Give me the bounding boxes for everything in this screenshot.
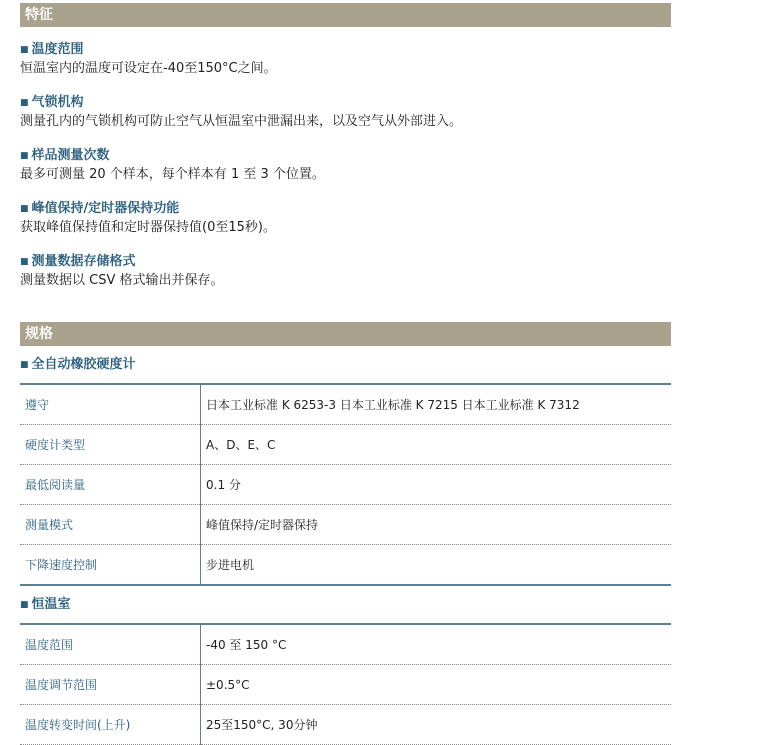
square-bullet-icon: ■	[20, 98, 29, 108]
specs-section-header: 规格	[20, 322, 671, 346]
spec-label: 硬度计类型	[20, 425, 201, 465]
feature-description: 恒温室内的温度可设定在-40至150°C之间。	[20, 61, 277, 76]
table-row	[20, 425, 671, 465]
square-bullet-icon: ■	[20, 360, 29, 370]
spec-group-title: ■ 全自动橡胶硬度计	[20, 346, 671, 385]
spec-value: ±0.5°C	[201, 665, 672, 705]
spec-table-chamber	[20, 625, 671, 745]
table-row	[20, 545, 671, 586]
feature-item	[20, 41, 671, 78]
square-bullet-icon: ■	[20, 600, 29, 610]
square-bullet-icon: ■	[20, 204, 29, 214]
feature-title: ■ 峰值保持/定时器保持功能	[20, 201, 180, 216]
spec-label: 测量模式	[20, 505, 201, 545]
page-content	[20, 0, 671, 745]
square-bullet-icon: ■	[20, 257, 29, 267]
square-bullet-icon: ■	[20, 45, 29, 55]
table-row	[20, 465, 671, 505]
table-row	[20, 505, 671, 545]
spec-label: 温度转变时间(上升)	[20, 705, 201, 745]
spec-group-title: ■ 恒温室	[20, 586, 671, 625]
feature-title: ■ 温度范围	[20, 42, 84, 57]
table-row	[20, 385, 671, 425]
spec-value: 步进电机	[201, 545, 672, 586]
spec-value: 日本工业标准 K 6253-3 日本工业标准 K 7215 日本工业标准 K 7312	[201, 385, 672, 425]
feature-title: ■ 气锁机构	[20, 95, 84, 110]
spec-label: 最低阅读量	[20, 465, 201, 505]
feature-title: ■ 样品测量次数	[20, 148, 110, 163]
feature-description: 获取峰值保持值和定时器保持值(0至15秒)。	[20, 220, 276, 235]
spec-table-hardness-tester	[20, 385, 671, 586]
table-row	[20, 705, 671, 745]
feature-item	[20, 253, 671, 290]
table-row	[20, 665, 671, 705]
feature-description: 最多可测量 20 个样本，每个样本有 1 至 3 个位置。	[20, 167, 325, 182]
spec-label: 下降速度控制	[20, 545, 201, 586]
feature-description: 测量孔内的气锁机构可防止空气从恒温室中泄漏出来，以及空气从外部进入。	[20, 114, 463, 129]
features-section-header: 特征	[20, 3, 671, 27]
feature-item	[20, 94, 671, 131]
feature-description: 测量数据以 CSV 格式输出并保存。	[20, 273, 224, 288]
spec-label: 遵守	[20, 385, 201, 425]
feature-item	[20, 200, 671, 237]
spec-value: -40 至 150 °C	[201, 625, 672, 665]
spec-label: 温度范围	[20, 625, 201, 665]
feature-title: ■ 测量数据存储格式	[20, 254, 136, 269]
square-bullet-icon: ■	[20, 151, 29, 161]
table-row	[20, 625, 671, 665]
spec-label: 温度调节范围	[20, 665, 201, 705]
spec-value: 25至150°C, 30分钟	[201, 705, 672, 745]
spec-value: A、D、E、C	[201, 425, 672, 465]
feature-item	[20, 147, 671, 184]
spec-value: 峰值保持/定时器保持	[201, 505, 672, 545]
spec-value: 0.1 分	[201, 465, 672, 505]
